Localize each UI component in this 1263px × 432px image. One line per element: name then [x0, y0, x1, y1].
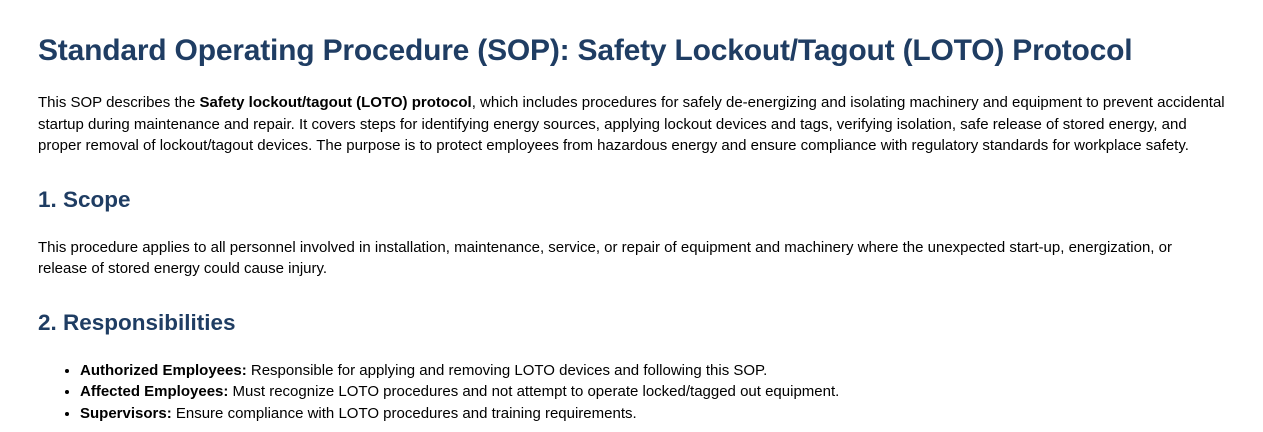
- section-heading-scope: 1. Scope: [38, 186, 131, 212]
- page-title: Standard Operating Procedure (SOP): Safety Lockout/Tagout (LOTO) Protocol: [38, 34, 1133, 67]
- list-item: [80, 360, 1225, 382]
- responsibilities-list: [38, 360, 1225, 425]
- scope-paragraph: This procedure applies to all personnel involved in installation, maintenance, service, or repair of equipment and machinery where the unexpected start-up, energization, or release of stored energy could cause injury.: [38, 238, 1172, 277]
- bullet-text: Must recognize LOTO procedures and not attempt to operate locked/tagged out equipment.: [228, 383, 840, 400]
- bullet-term-supervisors: Supervisors:: [80, 404, 172, 422]
- section-heading-responsibilities: 2. Responsibilities: [38, 309, 236, 335]
- list-item: [80, 403, 1225, 425]
- bullet-term-authorized-employees: Authorized Employees:: [80, 361, 247, 379]
- bullet-text: Responsible for applying and removing LOTO devices and following this SOP.: [246, 361, 768, 379]
- bullet-term-affected-employees: Affected Employees:: [80, 383, 229, 400]
- bullet-text: Ensure compliance with LOTO procedures and training requirements.: [171, 404, 637, 422]
- intro-text-suffix: , which includes procedures for safely de-energizing and isolating machinery and equipment to prevent accidental startup during maintenance and repair. It covers steps for identifying energy sources, applying lockout devices and tags, verifying isolation, safe release of stored energy, and proper removal of lockout/tagout devices. The purpose is to protect employees from hazardous energy and ensure compliance with regulatory standards for workplace safety.: [38, 94, 1225, 154]
- intro-text-prefix: This SOP describes the: [38, 94, 200, 111]
- intro-bold-term: Safety lockout/tagout (LOTO) protocol: [199, 94, 472, 111]
- list-item: [80, 381, 1225, 403]
- intro-paragraph: [38, 92, 1225, 157]
